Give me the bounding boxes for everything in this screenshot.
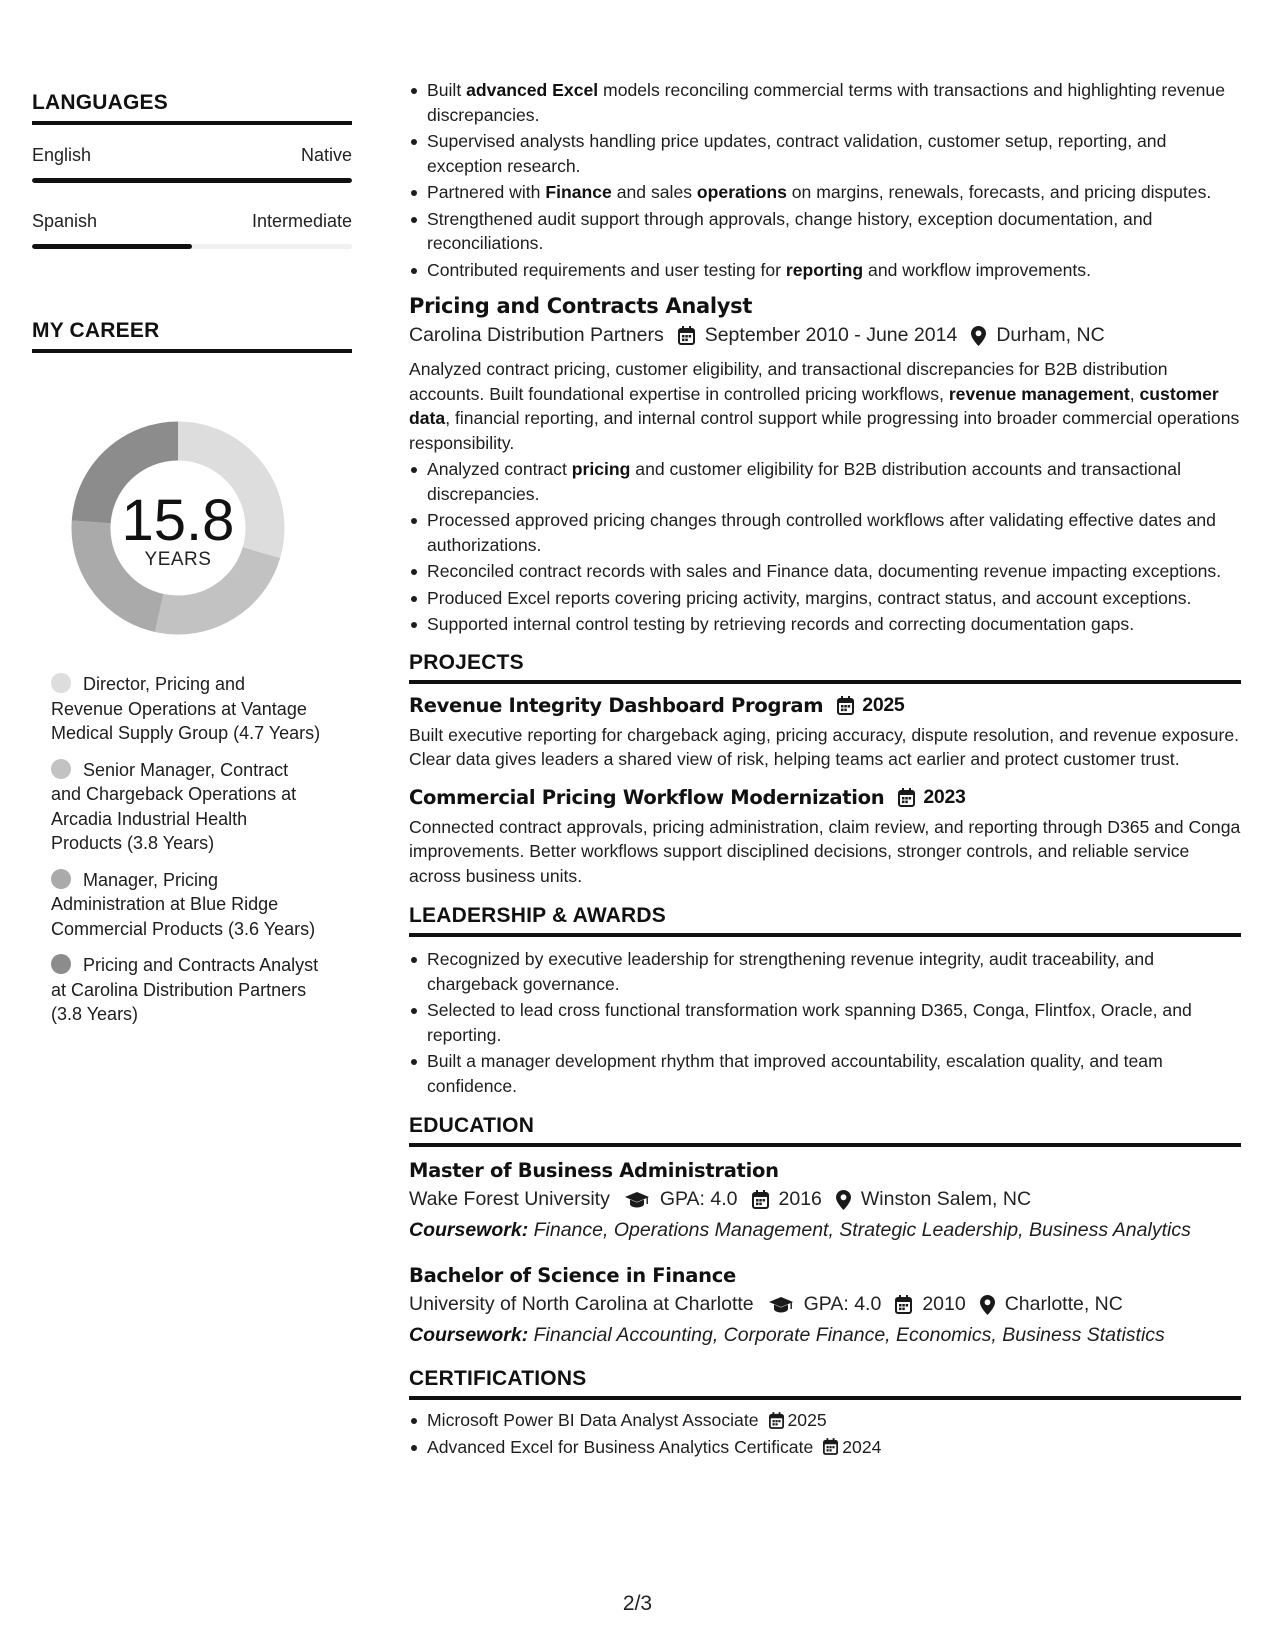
- main-column: [409, 78, 1241, 1461]
- project-title: [409, 786, 1241, 809]
- graduation-cap-icon: [768, 1296, 794, 1314]
- coursework: Coursework: Finance, Operations Management, Strategic Leadership, Business Analytics: [409, 1219, 1191, 1241]
- career-donut-chart: [65, 415, 291, 641]
- graduation-year: 2016: [778, 1188, 822, 1210]
- language-proficiency-fill: [32, 244, 192, 249]
- project-title: [409, 694, 1241, 717]
- project-year: 2025: [862, 693, 905, 716]
- legend-dot-icon: [51, 759, 71, 779]
- awards-list: [409, 947, 1241, 1098]
- school-name: Wake Forest University: [409, 1188, 610, 1210]
- language-level: Intermediate: [251, 211, 352, 231]
- bullet-item: Processed approved pricing changes through controlled workflows after validating effective dates and authorizations.: [409, 508, 1241, 557]
- career-legend-text: Director, Pricing and Revenue Operations at Vantage Medical Supply Group (4.7 Years): [51, 674, 321, 743]
- job-location: Durham, NC: [996, 324, 1105, 346]
- career-legend-text: Manager, Pricing Administration at Blue Ridge Commercial Products (3.6 Years): [51, 869, 316, 939]
- bullet-item: Strengthened audit support through approvals, change history, exception documentation, and reconciliations.: [409, 207, 1241, 256]
- job-bullets: [409, 457, 1241, 637]
- coursework: Coursework: Financial Accounting, Corporate Finance, Economics, Business Statistics: [409, 1324, 1165, 1346]
- projects-heading: PROJECTS: [409, 651, 1241, 684]
- certification-item: [409, 1435, 1241, 1460]
- languages-heading: LANGUAGES: [32, 91, 352, 125]
- bullet-item: Reconciled contract records with sales and Finance data, documenting revenue impacting exceptions.: [409, 559, 1241, 584]
- location-pin-icon: [971, 326, 986, 346]
- location-pin-icon: [980, 1295, 995, 1315]
- language-name: Spanish: [32, 211, 98, 231]
- certification-year: 2024: [842, 1436, 882, 1457]
- degree-title: Bachelor of Science in Finance: [409, 1264, 736, 1287]
- previous-job-bullets: [409, 78, 1241, 282]
- bullet-item: Produced Excel reports covering pricing activity, margins, contract status, and account exceptions.: [409, 586, 1241, 611]
- legend-dot-icon: [51, 673, 71, 693]
- bullet-item: Analyzed contract pricing and customer eligibility for B2B distribution accounts and transactional discrepancies.: [409, 457, 1241, 506]
- bullet-item: Supervised analysts handling price updates, contract validation, customer setup, reporting, and exception research.: [409, 129, 1241, 178]
- certification-item: [409, 1408, 1241, 1433]
- page-number: 2/3: [622, 1592, 653, 1615]
- project-description: Built executive reporting for chargeback aging, pricing accuracy, dispute resolution, and revenue exposure. Clear data gives leaders a shared view of risk, helping teams act earlier and protect customer trust.: [409, 724, 1239, 769]
- certifications-list: [409, 1408, 1241, 1459]
- bullet-item: Contributed requirements and user testing for reporting and workflow improvements.: [409, 258, 1241, 283]
- school-location: Winston Salem, NC: [860, 1188, 1032, 1210]
- certifications-heading: CERTIFICATIONS: [409, 1367, 1241, 1400]
- legend-dot-icon: [51, 869, 71, 889]
- career-total-years: 15.8: [121, 488, 235, 553]
- bullet-item: Built advanced Excel models reconciling commercial terms with transactions and highlighting revenue discrepancies.: [409, 78, 1241, 127]
- career-legend-text: Pricing and Contracts Analyst at Carolina Distribution Partners (3.8 Years): [51, 955, 319, 1024]
- career-legend-item: [51, 758, 321, 856]
- calendar-icon: [823, 1438, 838, 1455]
- education-meta: [409, 1188, 1241, 1211]
- award-item: Recognized by executive leadership for strengthening revenue integrity, audit traceability, and chargeback governance.: [409, 947, 1241, 996]
- language-proficiency-bar: [32, 244, 352, 249]
- gpa: GPA: 4.0: [659, 1188, 738, 1210]
- career-legend-item: [51, 868, 321, 942]
- legend-dot-icon: [51, 954, 71, 974]
- education-meta: [409, 1293, 1241, 1316]
- job-meta: [409, 324, 1241, 347]
- language-level: Native: [300, 145, 352, 165]
- school-location: Charlotte, NC: [1004, 1293, 1123, 1315]
- language-proficiency-fill: [32, 178, 352, 183]
- calendar-icon: [769, 1412, 784, 1429]
- graduation-year: 2010: [922, 1293, 966, 1315]
- career-years-label: YEARS: [144, 549, 212, 570]
- job-summary: Analyzed contract pricing, customer eligibility, and transactional discrepancies for B2B distribution accounts. Built foundational expertise in controlled pricing workflows, revenue management, customer data, financial reporting, and internal control support while progressing into broader commercial operations responsibility.: [409, 359, 1240, 453]
- language-proficiency-bar: [32, 178, 352, 183]
- education-heading: EDUCATION: [409, 1114, 1241, 1147]
- calendar-icon: [837, 696, 854, 715]
- calendar-icon: [898, 788, 915, 807]
- project-year: 2023: [923, 785, 966, 808]
- certification-name: Microsoft Power BI Data Analyst Associate: [427, 1410, 759, 1430]
- bullet-item: Partnered with Finance and sales operations on margins, renewals, forecasts, and pricing disputes.: [409, 180, 1241, 205]
- calendar-icon: [678, 326, 695, 345]
- awards-heading: LEADERSHIP & AWARDS: [409, 904, 1241, 937]
- award-item: Selected to lead cross functional transformation work spanning D365, Conga, Flintfox, Oracle, and reporting.: [409, 998, 1241, 1047]
- language-name: English: [32, 145, 92, 165]
- bullet-item: Supported internal control testing by retrieving records and correcting documentation gaps.: [409, 612, 1241, 637]
- school-name: University of North Carolina at Charlotte: [409, 1293, 754, 1315]
- job-title: Pricing and Contracts Analyst: [409, 294, 753, 318]
- certification-name: Advanced Excel for Business Analytics Certificate: [427, 1436, 814, 1457]
- job-dates: September 2010 - June 2014: [704, 324, 958, 346]
- career-heading: MY CAREER: [32, 319, 352, 353]
- graduation-cap-icon: [624, 1191, 650, 1209]
- calendar-icon: [752, 1190, 769, 1209]
- project-description: Connected contract approvals, pricing administration, claim review, and reporting through D365 and Conga improvements. Better workflows support disciplined decisions, stronger controls, and reliable service across business units.: [409, 816, 1241, 886]
- location-pin-icon: [836, 1190, 851, 1210]
- career-legend-text: Senior Manager, Contract and Chargeback Operations at Arcadia Industrial Health Products (3.8 Years): [51, 759, 297, 853]
- gpa: GPA: 4.0: [803, 1293, 882, 1315]
- project-name: Revenue Integrity Dashboard Program: [409, 693, 824, 717]
- career-legend-item: [51, 953, 321, 1027]
- calendar-icon: [895, 1295, 912, 1314]
- career-legend-item: [51, 672, 321, 746]
- degree-title: Master of Business Administration: [409, 1159, 779, 1182]
- certification-year: 2025: [787, 1410, 827, 1430]
- project-name: Commercial Pricing Workflow Modernization: [409, 785, 885, 809]
- award-item: Built a manager development rhythm that improved accountability, escalation quality, and team confidence.: [409, 1049, 1241, 1098]
- job-company: Carolina Distribution Partners: [409, 324, 664, 346]
- career-legend: [51, 672, 321, 1039]
